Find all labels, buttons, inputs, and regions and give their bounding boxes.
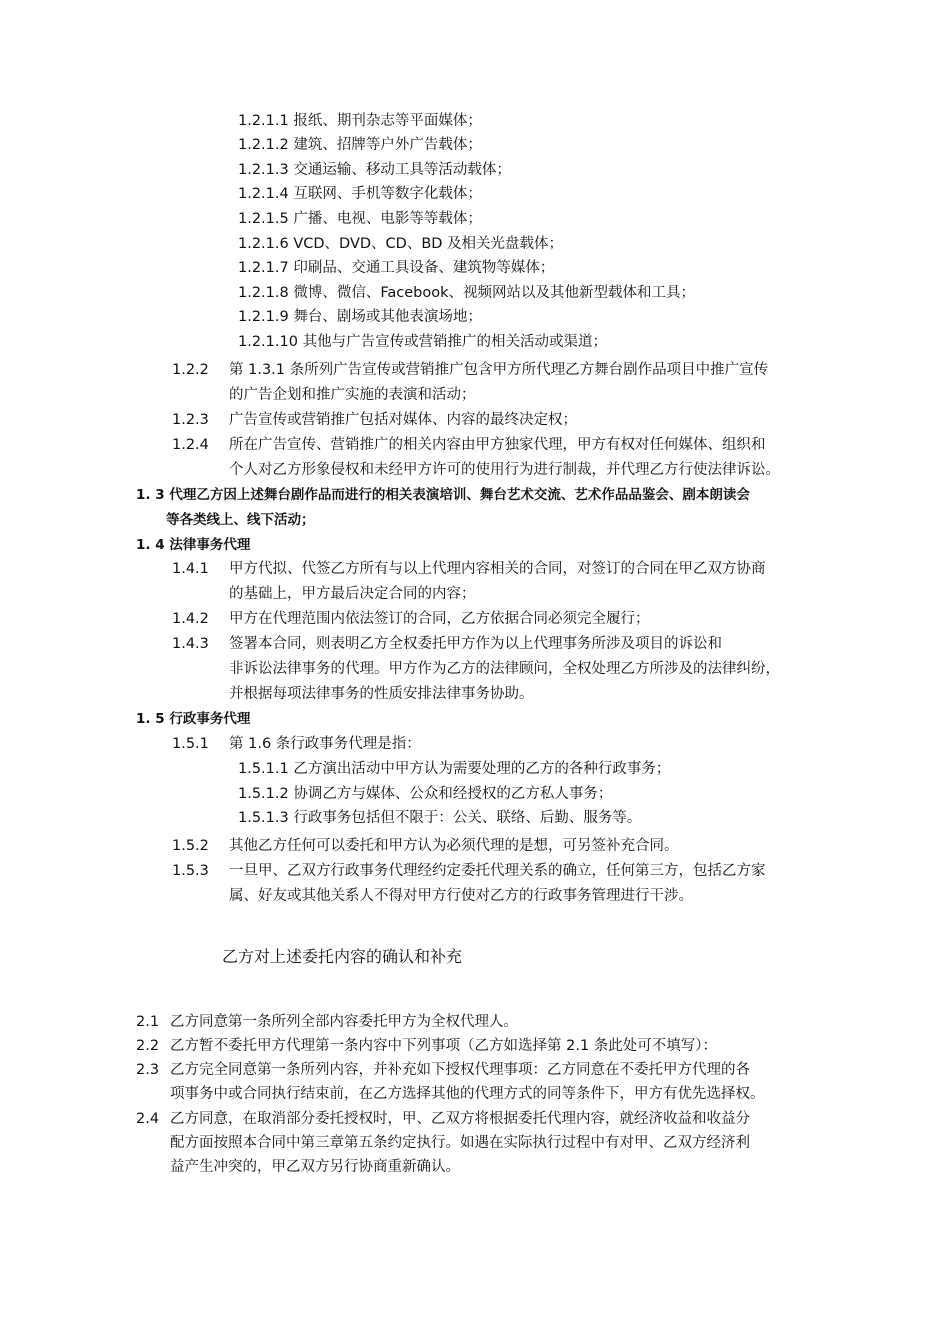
clause-122-line-1: 第 1.3.1 条所列广告宣传或营销推广包含甲方所代理乙方舞台剧作品项目中推广宣传 xyxy=(229,362,769,378)
clause-124-line-1: 所在广告宣传、营销推广的相关内容由甲方独家代理，甲方有权对任何媒体、组织和 xyxy=(229,437,766,453)
sub-item-12110: 1.2.1.10 其他与广告宣传或营销推广的相关活动或渠道； xyxy=(238,334,608,350)
sub-item-1214: 1.2.1.4 互联网、手机等数字化载体； xyxy=(238,186,482,202)
clause-143-line-3: 并根据每项法律事务的性质安排法律事务协助。 xyxy=(229,686,534,702)
sub-item-1216: 1.2.1.6 VCD、DVD、CD、BD 及相关光盘载体； xyxy=(238,236,564,252)
clause-number: 1.4.1 xyxy=(172,561,209,577)
sub-item-1219: 1.2.1.9 舞台、剧场或其他表演场地； xyxy=(238,309,482,325)
clause-153-line-1: 一旦甲、乙双方行政事务代理经约定委托代理关系的确立，任何第三方，包括乙方家 xyxy=(229,863,766,879)
clause-152-line-1: 其他乙方任何可以委托和甲方认为必须代理的是想，可另签补充合同。 xyxy=(229,838,679,854)
clause-153-line-2: 属、好友或其他关系人不得对甲方行使对乙方的行政事务管理进行干涉。 xyxy=(229,888,693,904)
section-15-title: 1. 5 行政事务代理 xyxy=(136,711,251,727)
clause-number: 1.5.1 xyxy=(172,736,209,752)
sub-item-1511: 1.5.1.1 乙方演出活动中甲方认为需要处理的乙方的各种行政事务； xyxy=(238,761,671,777)
clause-number: 2.3 xyxy=(136,1062,160,1078)
sub-item-1218: 1.2.1.8 微博、微信、Facebook、视频网站以及其他新型载体和工具； xyxy=(238,285,695,301)
clause-number: 1.2.2 xyxy=(172,362,209,378)
sub-item-1213: 1.2.1.3 交通运输、移动工具等活动载体； xyxy=(238,162,511,178)
clause-number: 2.1 xyxy=(136,1014,160,1030)
sub-item-1512: 1.5.1.2 协调乙方与媒体、公众和经授权的乙方私人事务； xyxy=(238,786,613,802)
clause-142-line-1: 甲方在代理范围内依法签订的合同，乙方依据合同必须完全履行； xyxy=(229,611,650,627)
clause-141-line-1: 甲方代拟、代签乙方所有与以上代理内容相关的合同，对签订的合同在甲乙双方协商 xyxy=(229,561,766,577)
section-14-title: 1. 4 法律事务代理 xyxy=(136,537,251,553)
clause-24-line-3: 益产生冲突的，甲乙双方另行协商重新确认。 xyxy=(170,1159,460,1175)
sub-item-1215: 1.2.1.5 广播、电视、电影等等载体； xyxy=(238,211,482,227)
sub-item-1217: 1.2.1.7 印刷品、交通工具设备、建筑物等媒体； xyxy=(238,260,555,276)
section-13-line-1: 1. 3 代理乙方因上述舞台剧作品而进行的相关表演培训、舞台艺术交流、艺术作品品鉴会、剧本朗读会 xyxy=(136,487,750,503)
clause-number: 1.5.3 xyxy=(172,863,209,879)
clause-number: 1.5.2 xyxy=(172,838,209,854)
clause-143-line-2: 非诉讼法律事务的代理。甲方作为乙方的法律顾问，全权处理乙方所涉及的法律纠纷， xyxy=(229,661,780,677)
sub-item-1513: 1.5.1.3 行政事务包括但不限于：公关、联络、后勤、服务等。 xyxy=(238,810,642,826)
sub-item-1211: 1.2.1.1 报纸、期刊杂志等平面媒体； xyxy=(238,113,482,129)
clause-number: 2.4 xyxy=(136,1111,160,1127)
clause-122-line-2: 的广告企划和推广实施的表演和活动； xyxy=(229,387,476,403)
clause-21-line-1: 乙方同意第一条所列全部内容委托甲方为全权代理人。 xyxy=(170,1014,518,1030)
clause-124-line-2: 个人对乙方形象侵权和未经甲方许可的使用行为进行制裁，并代理乙方行使法律诉讼。 xyxy=(229,462,780,478)
sub-item-1212: 1.2.1.2 建筑、招牌等户外广告载体； xyxy=(238,137,482,153)
clause-123-line-1: 广告宣传或营销推广包括对媒体、内容的最终决定权； xyxy=(229,412,577,428)
section-2-heading: 乙方对上述委托内容的确认和补充 xyxy=(222,947,463,966)
clause-number: 2.2 xyxy=(136,1038,160,1054)
clause-22-line-1: 乙方暂不委托甲方代理第一条内容中下列事项（乙方如选择第 2.1 条此处可不填写）： xyxy=(170,1038,718,1054)
clause-141-line-2: 的基础上，甲方最后决定合同的内容； xyxy=(229,586,476,602)
clause-number: 1.2.4 xyxy=(172,437,209,453)
clause-143-line-1: 签署本合同，则表明乙方全权委托甲方作为以上代理事务所涉及项目的诉讼和 xyxy=(229,636,722,652)
clause-23-line-2: 项事务中或合同执行结束前，在乙方选择其他的代理方式的同等条件下，甲方有优先选择权。 xyxy=(170,1086,765,1102)
clause-23-line-1: 乙方完全同意第一条所列内容，并补充如下授权代理事项：乙方同意在不委托甲方代理的各 xyxy=(170,1062,750,1078)
clause-number: 1.2.3 xyxy=(172,412,209,428)
clause-24-line-2: 配方面按照本合同中第三章第五条约定执行。如遇在实际执行过程中有对甲、乙双方经济利 xyxy=(170,1135,750,1151)
clause-number: 1.4.3 xyxy=(172,636,209,652)
section-13-line-2: 等各类线上、线下活动； xyxy=(166,512,315,528)
clause-151-line-1: 第 1.6 条行政事务代理是指： xyxy=(229,736,421,752)
clause-number: 1.4.2 xyxy=(172,611,209,627)
clause-24-line-1: 乙方同意，在取消部分委托授权时，甲、乙双方将根据委托代理内容，就经济收益和收益分 xyxy=(170,1111,750,1127)
